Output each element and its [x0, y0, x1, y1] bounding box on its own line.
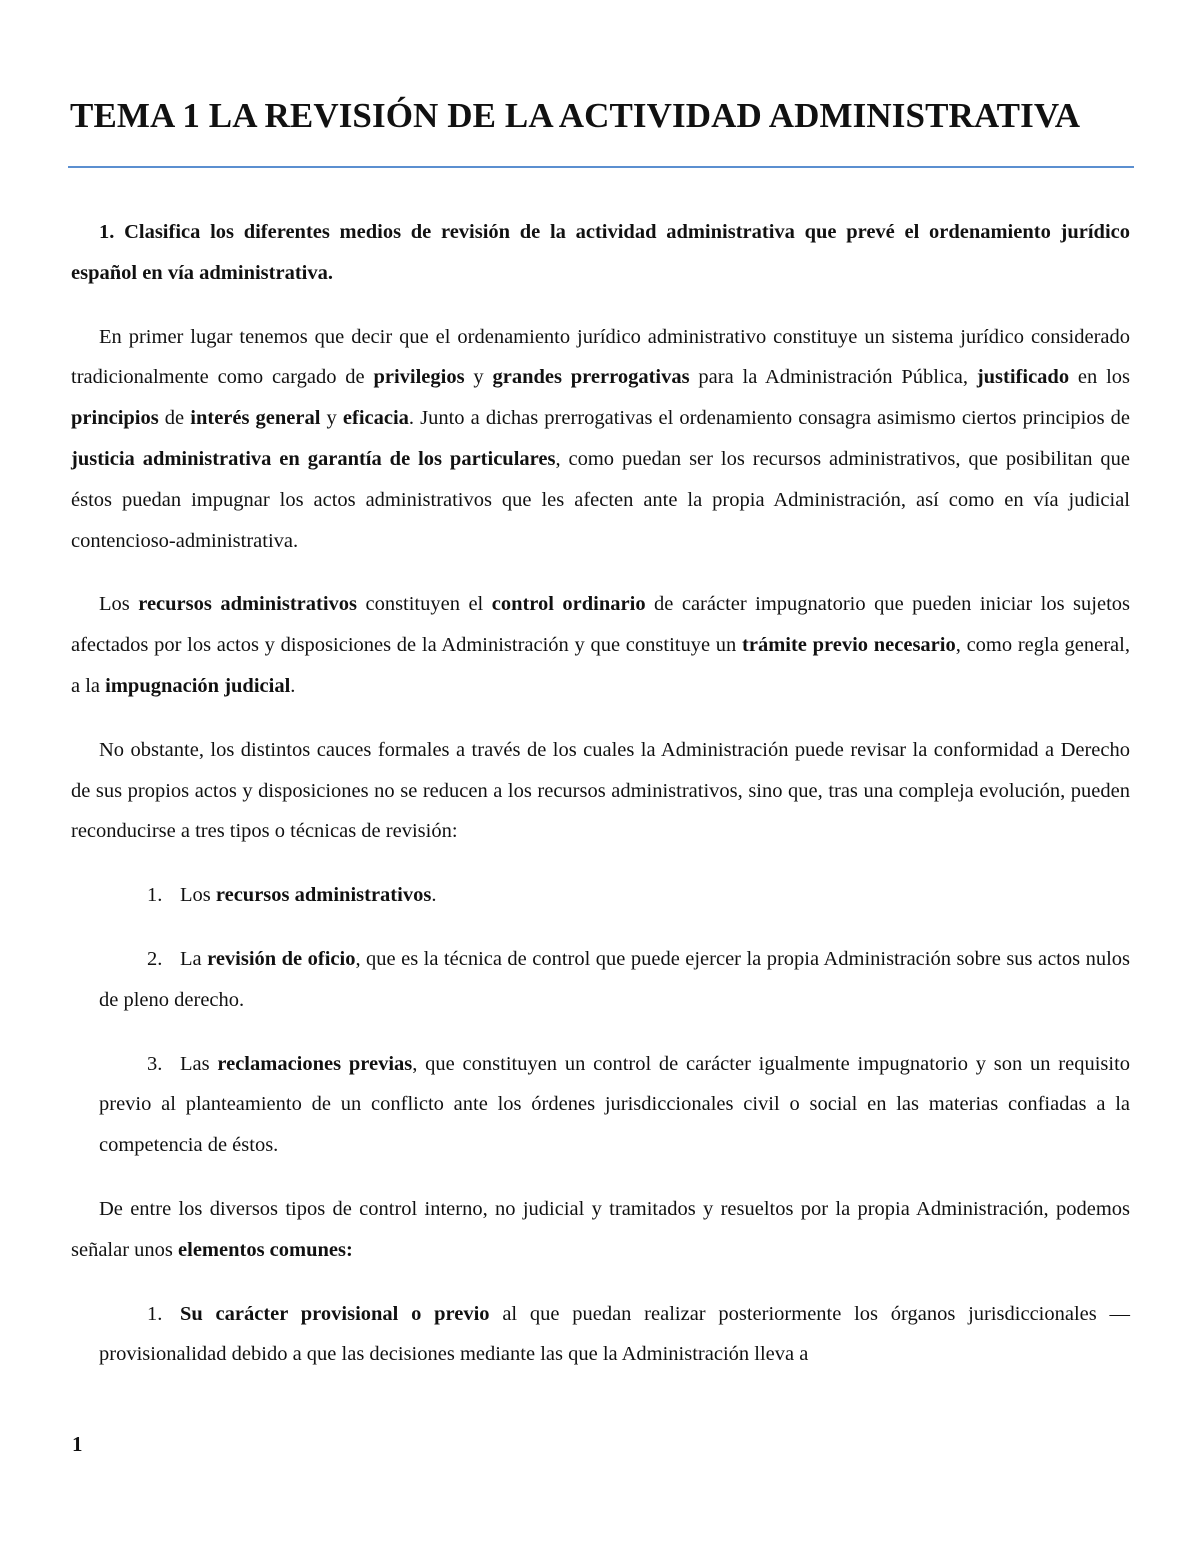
- p1-bold-5: interés general: [190, 407, 321, 430]
- p2-text-2: constituyen el: [357, 593, 492, 616]
- title-underline: [68, 166, 1134, 168]
- list-bold: revisión de oficio: [207, 947, 356, 970]
- p2-bold-4: impugnación judicial: [105, 674, 291, 697]
- question-text: 1. Clasifica los diferentes medios de revisión de la actividad administrativa que prevé el ordenamiento jurídico español en vía administrativa.: [71, 221, 1130, 284]
- paragraph-1: [71, 317, 1130, 562]
- p1-bold-2: grandes prerrogativas: [492, 366, 690, 389]
- paragraph-2: [71, 584, 1130, 706]
- p1-bold-4: principios: [71, 407, 159, 430]
- p1-bold-3: justificado: [976, 366, 1070, 389]
- paragraph-3: No obstante, los distintos cauces formales a través de los cuales la Administración puede revisar la conformidad a Derecho de sus propios actos y disposiciones no se reducen a los recursos administrativos, sino que, tras una compleja evolución, pueden reconducirse a tres tipos o técnicas de revisión:: [71, 738, 1130, 843]
- p1-bold-1: privilegios: [373, 366, 465, 389]
- paragraph-4: [71, 1189, 1130, 1271]
- p1-text-7: . Junto a dichas prerrogativas el ordenamiento consagra asimismo ciertos principios de: [408, 407, 1131, 430]
- p1-text-8: , como puedan ser los recursos administrativos, que posibilitan que éstos puedan impugnar los actos administrativos que les afecten ante la propia Administración, así como en vía judicial contencioso-administrativa.: [71, 447, 1131, 552]
- p1-bold-7: justicia administrativa en garantía de los particulares: [71, 447, 556, 470]
- p2-bold-1: recursos administrativos: [138, 593, 357, 616]
- list-bold: reclamaciones previas: [217, 1052, 413, 1075]
- list-item: [99, 939, 1130, 1021]
- p2-text-4: , como regla general, a la: [71, 634, 1130, 697]
- p1-text-1: En primer lugar tenemos que decir que el ordenamiento jurídico administrativo constituye un sistema jurídico considerado tradicionalmente como cargado de: [71, 325, 1130, 389]
- list-item: [99, 1044, 1130, 1166]
- list-number: 1.: [147, 884, 163, 907]
- list-bold: Su carácter provisional o previo: [180, 1302, 490, 1325]
- p4-text-1: De entre los diversos tipos de control interno, no judicial y tramitados y resueltos por la propia Administración, podemos señalar unos: [71, 1197, 1130, 1261]
- list-text: , que constituyen un control de carácter igualmente impugnatorio y son un requisito previo al planteamiento de un conflicto ante los órdenes jurisdiccionales civil o social en las materias confiadas a la competencia de éstos.: [99, 1052, 1131, 1157]
- p1-text-3: para la Administración Pública,: [689, 366, 977, 389]
- p2-bold-3: trámite previo necesario: [742, 634, 956, 657]
- p1-text-4: en los: [1069, 366, 1131, 389]
- p1-bold-6: eficacia: [342, 407, 409, 430]
- p2-text-3: de carácter impugnatorio que pueden iniciar los sujetos afectados por los actos y disposiciones de la Administración y que constituye un: [71, 593, 1130, 657]
- p1-text-2: y: [464, 366, 493, 389]
- list-text: Las: [180, 1052, 218, 1075]
- list-item: [99, 875, 1130, 916]
- page-number: 1: [72, 1432, 83, 1456]
- p2-bold-2: control ordinario: [491, 593, 646, 616]
- list-text: al que puedan realizar posteriormente los órganos jurisdiccionales —provisionalidad debido a que las decisiones mediante las que la Administración lleva a: [99, 1302, 1130, 1366]
- list-text: La: [180, 947, 208, 970]
- list-item: [99, 1294, 1130, 1376]
- document-title: TEMA 1 LA REVISIÓN DE LA ACTIVIDAD ADMINISTRATIVA: [70, 96, 1081, 135]
- list-text: Los: [180, 884, 216, 907]
- p2-text-1: Los: [99, 593, 139, 616]
- p2-text-5: .: [290, 674, 296, 697]
- list-number: 1.: [147, 1302, 163, 1325]
- p1-text-6: y: [320, 407, 343, 430]
- p4-bold-1: elementos comunes:: [178, 1238, 353, 1261]
- list-text: , que es la técnica de control que puede ejercer la propia Administración sobre sus actos nulos de pleno derecho.: [99, 947, 1131, 1011]
- list-number: 2.: [147, 947, 163, 970]
- document-body: [71, 212, 1130, 1398]
- list-bold: recursos administrativos: [215, 884, 432, 907]
- list-number: 3.: [147, 1052, 163, 1075]
- list-text: .: [431, 884, 437, 907]
- p1-text-5: de: [158, 407, 191, 430]
- question-heading: [71, 212, 1130, 294]
